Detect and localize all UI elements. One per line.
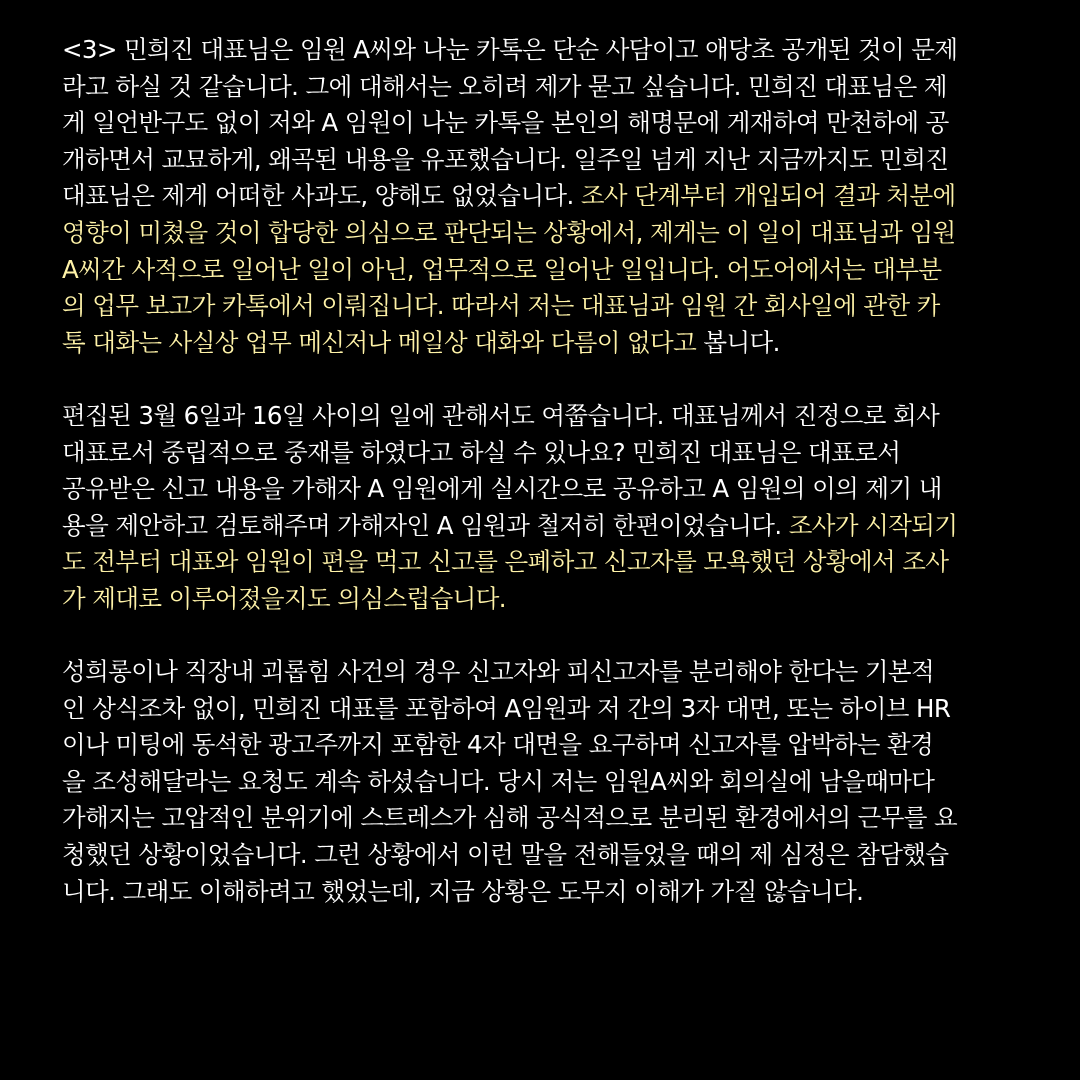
text-line [62, 178, 1050, 215]
body-text: <3> 민희진 대표님은 임원 A씨와 나눈 카톡은 단순 사담이고 애당초 공개된 것이 문제 [62, 35, 958, 64]
text-line [62, 325, 1050, 362]
paragraph-gap [62, 618, 1050, 655]
text-line [62, 764, 1050, 801]
highlighted-text: A씨간 사적으로 일어난 일이 아닌, 업무적으로 일어난 일입니다. 어도어에서는 대부분 [62, 254, 942, 284]
body-text: 공유받은 신고 내용을 가해자 A 임원에게 실시간으로 공유하고 A 임원의 이의 제기 내 [62, 474, 942, 504]
text-line [62, 874, 1050, 911]
highlighted-text: 의 업무 보고가 카톡에서 이뤄집니다. 따라서 저는 대표님과 임원 간 회사일에 관한 카 [62, 291, 940, 321]
text-line [62, 800, 1050, 837]
body-text: 편집된 3월 6일과 16일 사이의 일에 관해서도 여쭙습니다. 대표님께서 진정으로 회사 [62, 400, 940, 430]
body-text: 대표로서 중립적으로 중재를 하였다고 하실 수 있나요? 민희진 대표님은 대표로서 [62, 437, 901, 467]
text-line [62, 69, 1050, 106]
paragraph-1 [62, 32, 1050, 361]
body-text: 봅니다. [703, 327, 780, 357]
paragraph-2 [62, 398, 1050, 618]
body-text: 이나 미팅에 동석한 광고주까지 포함한 4자 대면을 요구하며 신고자를 압박하는 환경 [62, 730, 934, 760]
text-line [62, 508, 1050, 545]
highlighted-text: 영향이 미쳤을 것이 합당한 의심으로 판단되는 상황에서, 제게는 이 일이 대표님과 임원 [62, 217, 956, 247]
text-line [62, 32, 1050, 69]
text-line [62, 398, 1050, 435]
text-line [62, 142, 1050, 179]
text-line [62, 544, 1050, 581]
paragraph-gap [62, 361, 1050, 398]
highlighted-text: 가 제대로 이루어졌을지도 의심스럽습니다. [62, 583, 506, 613]
text-line [62, 435, 1050, 472]
body-text: 게 일언반구도 없이 저와 A 임원이 나눈 카톡을 본인의 해명문에 게재하여 만천하에 공 [62, 108, 949, 138]
text-line [62, 727, 1050, 764]
body-text: 성희롱이나 직장내 괴롭힘 사건의 경우 신고자와 피신고자를 분리해야 한다는 기본적 [62, 657, 935, 687]
text-line [62, 471, 1050, 508]
text-line [62, 581, 1050, 618]
highlighted-text: 조사 단계부터 개입되어 결과 처분에 [580, 181, 956, 211]
paragraph-3 [62, 654, 1050, 910]
body-text: 용을 제안하고 검토해주며 가해자인 A 임원과 철저히 한편이었습니다. [62, 510, 789, 540]
text-line [62, 288, 1050, 325]
body-text: 인 상식조차 없이, 민희진 대표를 포함하여 A임원과 저 간의 3자 대면, 또는 하이브 HR [62, 693, 951, 723]
highlighted-text: 조사가 시작되기 [788, 510, 958, 540]
body-text: 을 조성해달라는 요청도 계속 하셨습니다. 당시 저는 임원A씨와 회의실에 남을때마다 [62, 766, 935, 796]
body-text: 청했던 상황이었습니다. 그런 상황에서 이런 말을 전해들었을 때의 제 심정은 참담했습 [62, 840, 949, 870]
body-text: 대표님은 제게 어떠한 사과도, 양해도 없었습니다. [62, 181, 581, 211]
text-line [62, 252, 1050, 289]
text-line [62, 691, 1050, 728]
body-text: 니다. 그래도 이해하려고 했었는데, 지금 상황은 도무지 이해가 가질 않습니다. [62, 876, 864, 906]
text-line [62, 654, 1050, 691]
highlighted-text: 톡 대화는 사실상 업무 메신저나 메일상 대화와 다름이 없다고 [62, 327, 704, 357]
text-line [62, 215, 1050, 252]
highlighted-text: 도 전부터 대표와 임원이 편을 먹고 신고를 은폐하고 신고자를 모욕했던 상황에서 조사 [62, 547, 949, 577]
body-text: 개하면서 교묘하게, 왜곡된 내용을 유포했습니다. 일주일 넘게 지난 지금까지도 민희진 [62, 144, 949, 174]
text-line [62, 105, 1050, 142]
body-text: 가해지는 고압적인 분위기에 스트레스가 심해 공식적으로 분리된 환경에서의 근무를 요 [62, 803, 958, 833]
body-text: 라고 하실 것 같습니다. 그에 대해서는 오히려 제가 묻고 싶습니다. 민희진 대표님은 제 [62, 71, 947, 101]
text-line [62, 837, 1050, 874]
